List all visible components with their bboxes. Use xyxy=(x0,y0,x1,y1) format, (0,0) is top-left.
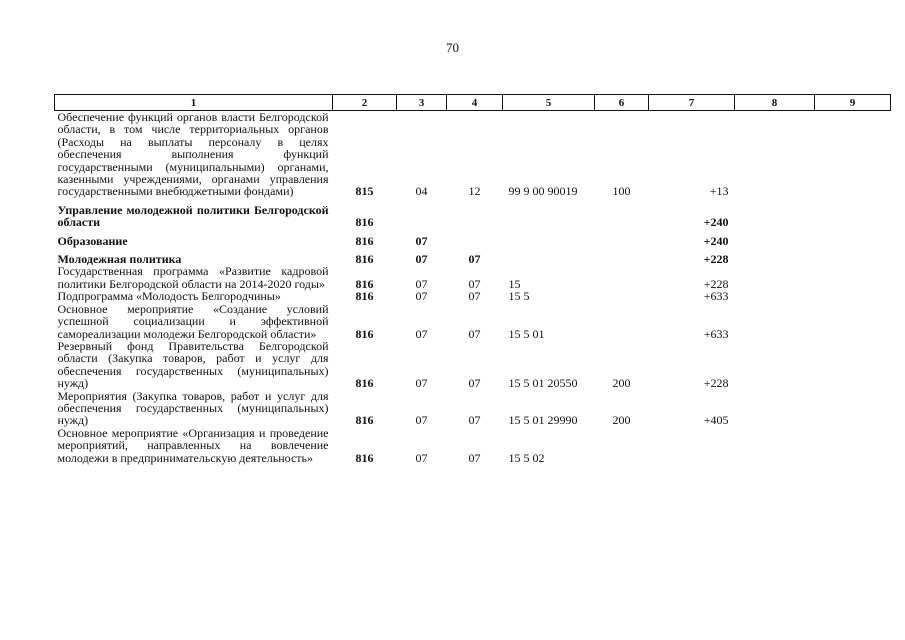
header-row xyxy=(55,95,891,111)
cell-section: 07 xyxy=(415,326,428,341)
cell-target: 15 5 02 xyxy=(508,450,545,465)
row-name: Молодежная политика xyxy=(57,252,182,267)
cell-amount: +405 xyxy=(703,413,729,428)
cell-ministry: 815 xyxy=(355,184,374,199)
column-header: 7 xyxy=(649,95,735,111)
cell-subsection: 07 xyxy=(468,289,481,304)
cell-ministry: 816 xyxy=(355,215,374,230)
cell-expense-type xyxy=(595,253,649,265)
cell-amount: +228 xyxy=(703,376,729,391)
cell-section: 07 xyxy=(415,413,428,428)
cell-section: 07 xyxy=(415,450,428,465)
cell-section xyxy=(397,204,447,229)
cell-subsection: 07 xyxy=(468,276,481,291)
cell-ministry: 816 xyxy=(355,276,374,291)
table-row xyxy=(55,265,891,290)
row-name: Управление молодежной политики Белгородской области xyxy=(57,202,329,230)
cell-expense-type: 200 xyxy=(612,413,631,428)
cell-amount: +13 xyxy=(709,184,729,199)
column-header: 5 xyxy=(503,95,595,111)
cell-subsection xyxy=(447,235,503,247)
cell-subsection: 07 xyxy=(468,252,481,267)
cell-subsection: 07 xyxy=(468,326,481,341)
cell-ministry: 816 xyxy=(355,450,374,465)
cell-expense-type xyxy=(595,427,649,464)
table-row xyxy=(55,235,891,247)
row-name: Образование xyxy=(57,233,128,248)
cell-subsection: 12 xyxy=(468,184,481,199)
row-name: Основное мероприятие «Организация и проведение мероприятий, направленных на вовлечение молодежи в предпринимательскую деятельность» xyxy=(57,425,329,465)
cell-amount xyxy=(649,427,735,464)
cell-expense-type xyxy=(595,265,649,290)
column-header: 9 xyxy=(815,95,891,111)
cell-target: 15 5 xyxy=(508,289,530,304)
budget-table xyxy=(54,94,891,464)
cell-expense-type xyxy=(595,235,649,247)
row-name: Резервный фонд Правительства Белгородской области (Закупка товаров, работ и услуг для обеспечения государственных (муниципальных) нужд) xyxy=(57,338,329,391)
cell-section: 07 xyxy=(415,276,428,291)
cell-amount: +228 xyxy=(703,276,729,291)
cell-section: 07 xyxy=(415,376,428,391)
row-name: Подпрограмма «Молодость Белгородчины» xyxy=(57,289,281,304)
cell-subsection: 07 xyxy=(468,450,481,465)
column-header: 1 xyxy=(55,95,333,111)
table-row xyxy=(55,111,891,198)
cell-ministry: 816 xyxy=(355,289,374,304)
cell-section: 07 xyxy=(415,289,428,304)
cell-section: 04 xyxy=(415,184,428,199)
column-header: 2 xyxy=(333,95,397,111)
table-row xyxy=(55,427,891,464)
row-name: Обеспечение функций органов власти Белгородской области, в том числе территориальных органов (Расходы на выплаты персоналу в целях обеспечения выполнения функций государственными (муниципальными) органами, казенными учреждениями, органами управления государственными внебюджетными фондами) xyxy=(57,110,329,199)
cell-target: 15 xyxy=(508,276,521,291)
table-row xyxy=(55,303,891,340)
cell-ministry: 816 xyxy=(355,413,374,428)
cell-expense-type xyxy=(595,204,649,229)
table-row xyxy=(55,340,891,390)
cell-ministry: 816 xyxy=(355,233,374,248)
column-header: 8 xyxy=(735,95,815,111)
cell-target: 15 5 01 xyxy=(508,326,545,341)
cell-amount: +633 xyxy=(703,326,729,341)
cell-subsection: 07 xyxy=(468,376,481,391)
cell-subsection: 07 xyxy=(468,413,481,428)
row-name: Государственная программа «Развитие кадровой политики Белгородской области на 2014-2020 годы» xyxy=(57,264,329,291)
table-row xyxy=(55,390,891,427)
cell-ministry: 816 xyxy=(355,376,374,391)
row-name: Мероприятия (Закупка товаров, работ и услуг для обеспечения государственных (муниципальных) нужд) xyxy=(57,388,329,428)
cell-amount: +228 xyxy=(703,252,729,267)
cell-expense-type: 100 xyxy=(612,184,631,199)
cell-target: 15 5 01 20550 xyxy=(508,376,578,391)
cell-section: 07 xyxy=(415,252,428,267)
cell-target: 15 5 01 29990 xyxy=(508,413,578,428)
cell-expense-type xyxy=(595,290,649,302)
cell-target xyxy=(503,204,595,229)
cell-amount: +240 xyxy=(703,215,729,230)
cell-target: 99 9 00 90019 xyxy=(508,184,578,199)
cell-section: 07 xyxy=(415,233,428,248)
row-name: Основное мероприятие «Создание условий успешной социализации и эффективной самореализации молодежи Белгородской области» xyxy=(57,301,329,341)
cell-ministry: 816 xyxy=(355,252,374,267)
cell-amount: +240 xyxy=(703,233,729,248)
column-header: 3 xyxy=(397,95,447,111)
cell-ministry: 816 xyxy=(355,326,374,341)
column-header: 6 xyxy=(595,95,649,111)
cell-expense-type: 200 xyxy=(612,376,631,391)
page-number: 70 xyxy=(446,40,459,55)
cell-target xyxy=(503,235,595,247)
cell-subsection xyxy=(447,204,503,229)
table-row xyxy=(55,290,891,302)
cell-amount: +633 xyxy=(703,289,729,304)
column-header: 4 xyxy=(447,95,503,111)
table-row xyxy=(55,204,891,229)
cell-expense-type xyxy=(595,303,649,340)
cell-target xyxy=(503,253,595,265)
